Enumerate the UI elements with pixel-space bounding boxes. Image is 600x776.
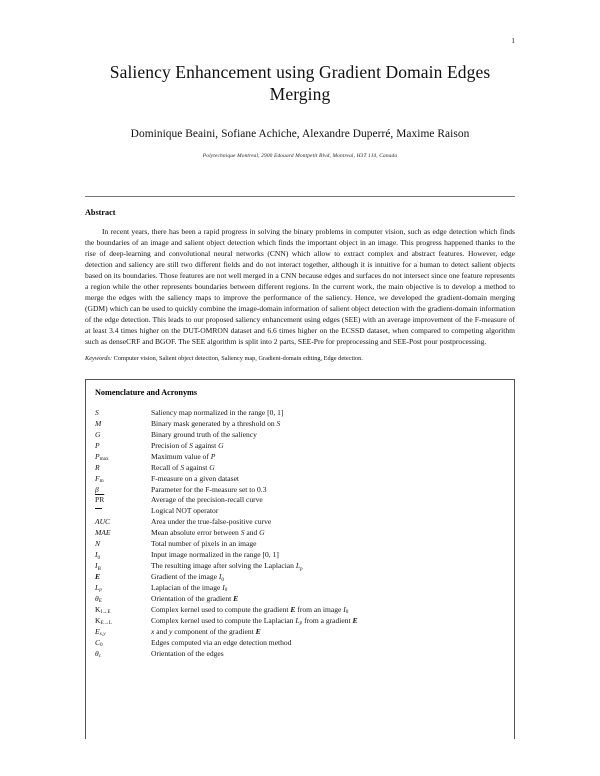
nomenclature-row — [95, 627, 505, 638]
nomenclature-row — [95, 474, 505, 485]
nomenclature-description: Edges computed via an edge detection method — [151, 637, 292, 647]
author-list: Dominique Beaini, Sofiane Achiche, Alexandre Duperré, Maxime Raison — [130, 127, 470, 140]
nomenclature-description: Mean absolute error between S and G — [151, 528, 265, 538]
nomenclature-row — [95, 528, 505, 539]
abstract-top-rule — [85, 196, 515, 197]
nomenclature-row — [95, 572, 505, 583]
nomenclature-symbol: $K_{I\to E}$ — [95, 604, 111, 616]
nomenclature-description: x and y component of the gradient E — [151, 626, 261, 636]
nomenclature-row — [95, 583, 505, 594]
nomenclature-description: Complex kernel used to compute the gradient E from an image $I_0$ — [151, 604, 349, 616]
nomenclature-description: Total number of pixels in an image — [151, 538, 257, 548]
nomenclature-symbol: $F_m$ — [95, 473, 104, 485]
nomenclature-row — [95, 430, 505, 441]
nomenclature-row — [95, 561, 505, 572]
nomenclature-symbol — [95, 506, 151, 517]
nomenclature-description: Average of the precision-recall curve — [151, 495, 263, 505]
nomenclature-symbol: N — [95, 538, 101, 548]
page-number: 1 — [511, 36, 515, 45]
keywords-label: Keywords: — [85, 355, 113, 363]
nomenclature-row — [95, 441, 505, 452]
nomenclature-description: Gradient of the image $I_0$ — [151, 571, 225, 583]
nomenclature-symbol: $P_{max}$ — [95, 451, 109, 463]
nomenclature-description: Parameter for the F-measure set to 0.3 — [151, 484, 267, 494]
nomenclature-symbol: $\theta_c$ — [95, 648, 102, 660]
nomenclature-row — [95, 452, 505, 463]
nomenclature-symbol: $\overline{PR}$ — [95, 495, 105, 505]
nomenclature-symbol: β — [95, 484, 99, 494]
abstract-body: In recent years, there has been a rapid progress in solving the binary problems in computer vision, such as edge detection which finds the boundaries of an image and salient object detection which finds the important object in an image. This progress happened thanks to the rise of deep-learning and convolutional neural networks (CNN) which allow to extract complex and abstract features. However, edge detection and saliency are still two different fields and do not interact together, although it is intuitive for a human to detect salient objects based on its boundaries. Those features are not well merged in a CNN because edges and surfaces do not intersect since one feature represents a region while the other represents boundaries between different regions. In the current work, the main objective is to develop a method to merge the edges with the saliency maps to improve the performance of the saliency. Hence, we developed the gradient-domain merging (GDM) which can be used to quickly combine the image-domain information of salient object detection with the gradient-domain information of the edge detection. This leads to our proposed saliency enhancement using edges (SEE) with an average improvement of the F-measure of at least 3.4 times higher on the DUT-OMRON dataset and 6.6 times higher on the ECSSD dataset, when compared to competing algorithm such as denseCRF and BGOF. The SEE algorithm is split into 2 parts, SEE-Pre for preprocessing and SEE-Post pour postprocessing. — [85, 226, 515, 347]
nomenclature-box — [85, 379, 515, 739]
keywords-value: Computer vision, Salient object detection, Saliency map, Gradient-domain editing, Edge detection. — [113, 355, 363, 363]
nomenclature-symbol: S — [95, 408, 99, 418]
nomenclature-description: Binary ground truth of the saliency — [151, 429, 257, 439]
nomenclature-symbol: $E_{x,y}$ — [95, 626, 106, 638]
nomenclature-description: The resulting image after solving the Laplacian $L_p$ — [151, 560, 303, 572]
nomenclature-description: F-measure on a given dataset — [151, 473, 240, 483]
nomenclature-symbol: G — [95, 429, 101, 439]
affiliation: Polytechnique Montreal, 2900 Edouard Montpetit Blvd, Montreal, H3T 1J4, Canada — [202, 152, 398, 159]
nomenclature-rows — [95, 408, 505, 660]
nomenclature-row — [95, 638, 505, 649]
nomenclature-description: Binary mask generated by a threshold on S — [151, 418, 281, 428]
nomenclature-description: Recall of S against G — [151, 462, 215, 472]
nomenclature-row — [95, 594, 505, 605]
nomenclature-description: Orientation of the gradient E — [151, 593, 239, 603]
nomenclature-symbol: $I_B$ — [95, 560, 101, 572]
nomenclature-symbol: $L_p$ — [95, 582, 102, 594]
nomenclature-row — [95, 495, 505, 506]
nomenclature-symbol: R — [95, 462, 100, 472]
abstract-heading: Abstract — [85, 207, 116, 217]
paper-title: Saliency Enhancement using Gradient Domain Edges Merging — [109, 62, 491, 104]
nomenclature-description: Maximum value of P — [151, 451, 216, 461]
nomenclature-symbol: $C_0$ — [95, 637, 103, 649]
page-content — [85, 62, 515, 739]
nomenclature-row — [95, 408, 505, 419]
nomenclature-row — [95, 605, 505, 616]
nomenclature-symbol: AUC — [95, 517, 111, 527]
nomenclature-row — [95, 649, 505, 660]
nomenclature-row — [95, 550, 505, 561]
nomenclature-row — [95, 539, 505, 550]
nomenclature-symbol: M — [95, 418, 102, 428]
nomenclature-row — [95, 419, 505, 430]
nomenclature-description: Input image normalized in the range [0, 1] — [151, 549, 279, 559]
nomenclature-symbol: $I_0$ — [95, 549, 101, 561]
nomenclature-description: Laplacian of the image $I_0$ — [151, 582, 228, 594]
keywords-line — [85, 355, 515, 364]
nomenclature-symbol: $\theta_E$ — [95, 593, 102, 605]
nomenclature-description: Logical NOT operator — [151, 506, 219, 516]
nomenclature-row — [95, 463, 505, 474]
nomenclature-symbol: $K_{E\to L}$ — [95, 615, 112, 627]
nomenclature-description: Precision of S against G — [151, 440, 224, 450]
abstract-section — [85, 196, 515, 364]
nomenclature-description: Complex kernel used to compute the Laplacian $L_p$ from a gradient E — [151, 615, 358, 627]
nomenclature-row — [95, 616, 505, 627]
nomenclature-description: Saliency map normalized in the range [0, 1] — [151, 408, 284, 418]
nomenclature-heading: Nomenclature and Acronyms — [95, 388, 198, 398]
nomenclature-symbol: P — [95, 440, 100, 450]
nomenclature-row — [95, 485, 505, 496]
nomenclature-row — [95, 517, 505, 528]
nomenclature-description: Area under the true-false-positive curve — [151, 517, 272, 527]
nomenclature-symbol: E — [95, 571, 101, 581]
nomenclature-description: Orientation of the edges — [151, 648, 224, 658]
nomenclature-symbol: MAE — [95, 528, 111, 538]
nomenclature-table — [95, 408, 505, 660]
nomenclature-row — [95, 506, 505, 517]
